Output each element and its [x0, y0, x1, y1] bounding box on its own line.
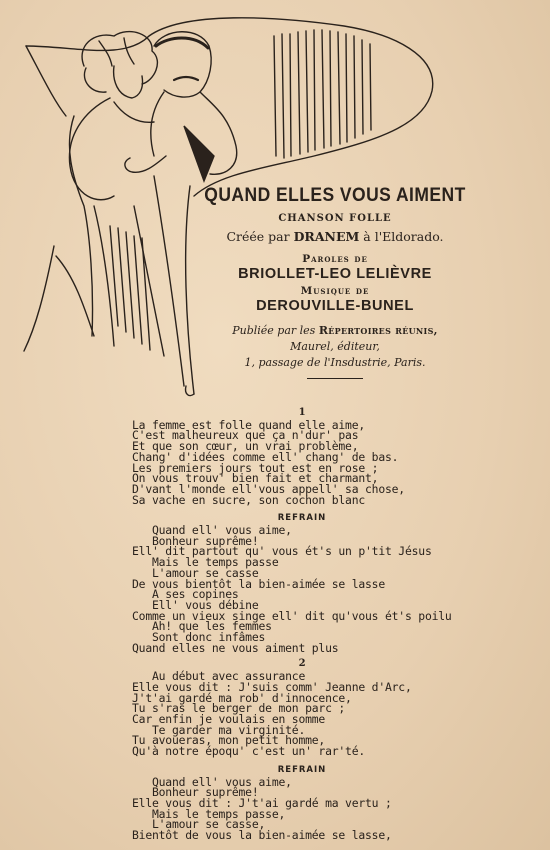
- publisher-prefix: Publiée par les: [232, 323, 316, 337]
- lyric-line: De vous bientôt la bien-aimée se lasse: [132, 576, 385, 591]
- lyric-line: On vous trouv' bien fait et charmant,: [132, 471, 379, 486]
- lyric-line: Bonheur suprême!: [132, 533, 259, 548]
- composers: DEROUVILLE-BUNEL: [256, 297, 414, 314]
- refrain-2: [132, 774, 472, 843]
- refrain-2-label: REFRAIN: [277, 764, 327, 775]
- publisher-line-1: [190, 323, 480, 339]
- lyric-line: Quand ell' vous aime,: [132, 774, 292, 789]
- lyric-line: D'vant l'monde ell'vous appell' sa chose,: [132, 481, 405, 496]
- song-subtitle: CHANSON FOLLE: [278, 212, 392, 224]
- verse-1-number: 1: [298, 407, 306, 418]
- lyric-line: J't'ai gardé ma rob' d'innocence,: [132, 690, 352, 705]
- lyric-line: L'amour se casse: [132, 565, 259, 580]
- creation-credit: [190, 229, 480, 244]
- lyric-line: Elle vous dit : J'suis comm' Jeanne d'Arc,: [132, 679, 412, 694]
- song-header: [190, 184, 480, 379]
- lyric-line: Au début avec assurance: [132, 669, 306, 684]
- lyric-line: Tu s'ras le berger de mon parc ;: [132, 701, 346, 716]
- publisher-line-3: 1, passage de l'Insdustrie, Paris.: [244, 355, 426, 369]
- verse-2-number: 2: [298, 658, 306, 670]
- refrain-1: [132, 525, 472, 653]
- lyric-line: Quand elles ne vous aiment plus: [132, 640, 339, 655]
- lyric-line: Ah! que les femmes: [132, 619, 272, 634]
- verse-1: [132, 417, 472, 507]
- creation-suffix: à l'Eldorado.: [363, 228, 444, 244]
- verse-2: [132, 671, 472, 757]
- lyric-line: Car enfin je voulais en somme: [132, 711, 326, 726]
- lyricists: BRIOLLET-LEO LELIÈVRE: [238, 265, 432, 282]
- divider-rule: [307, 378, 363, 379]
- lyric-line: Te garder ma virginité.: [132, 722, 306, 737]
- lyric-line: Et que son cœur, un vrai problème,: [132, 439, 359, 454]
- creation-prefix: Créée par: [226, 228, 290, 244]
- song-title: QUAND ELLES VOUS AIMENT: [204, 185, 466, 206]
- lyrics-label: Paroles de: [302, 252, 368, 265]
- lyric-line: Quand ell' vous aime,: [132, 523, 292, 538]
- lyric-line: Mais le temps passe,: [132, 806, 286, 821]
- lyric-line: C'est malheureux que ça n'dur' pas: [132, 428, 359, 443]
- lyric-line: Bientôt de vous la bien-aimée se lasse,: [132, 828, 392, 843]
- lyric-line: La femme est folle quand elle aime,: [132, 417, 366, 432]
- lyric-line: Chang' d'idées comme ell' chang' de bas.: [132, 449, 399, 464]
- lyric-line: Qu'à notre époqu' c'est un' rar'té.: [132, 744, 366, 759]
- creation-artist: DRANEM: [293, 228, 360, 244]
- publisher-info: [190, 323, 480, 371]
- lyric-line: Les premiers jours tout est en rose ;: [132, 460, 379, 475]
- lyric-line: Elle vous dit : J't'ai gardé ma vertu ;: [132, 795, 392, 810]
- lyrics-body: [132, 406, 472, 841]
- lyric-line: Mais le temps passe: [132, 555, 279, 570]
- lyric-line: A ses copines: [132, 587, 239, 602]
- publisher-name: Répertoires réunis,: [318, 323, 438, 337]
- refrain-1-label: REFRAIN: [277, 513, 327, 524]
- lyric-line: L'amour se casse,: [132, 817, 266, 832]
- lyric-line: Tu avoueras, mon petit homme,: [132, 733, 326, 748]
- lyric-line: Sa vache en sucre, son cochon blanc: [132, 492, 366, 507]
- music-label: Musique de: [300, 284, 370, 297]
- lyric-line: Comme un vieux singe ell' dit qu'vous ét's poilu: [132, 608, 452, 623]
- lyric-line: Sont donc infâmes: [132, 630, 266, 645]
- lyric-line: Ell' vous débine: [132, 597, 259, 612]
- publisher-line-2: Maurel, éditeur,: [290, 339, 380, 353]
- lyric-line: Ell' dit partout qu' vous ét's un p'tit Jésus: [132, 544, 432, 559]
- lyric-line: Bonheur suprême!: [132, 785, 259, 800]
